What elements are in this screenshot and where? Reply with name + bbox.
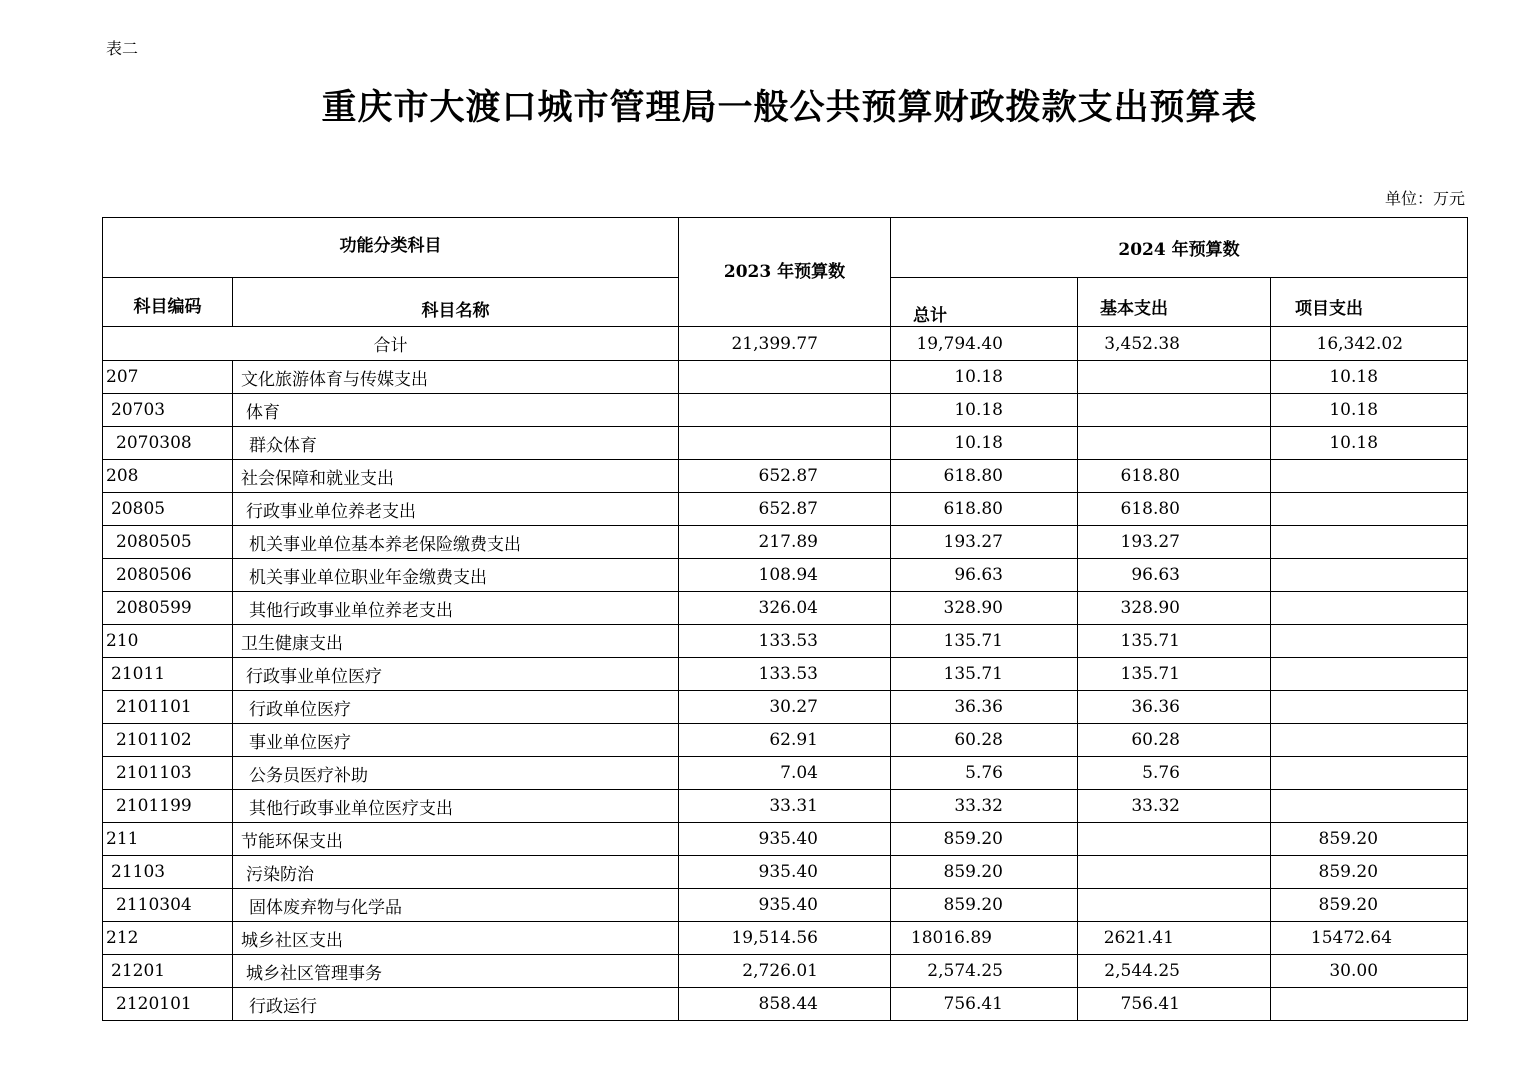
row-name: 行政运行 [233, 988, 679, 1021]
row-project: 10.18 [1271, 394, 1468, 427]
row-prev: 652.87 [679, 460, 891, 493]
row-total: 859.20 [891, 889, 1078, 922]
total-basic: 3,452.38 [1078, 327, 1271, 361]
row-project: 10.18 [1271, 427, 1468, 460]
row-project [1271, 988, 1468, 1021]
table-row [103, 460, 1468, 493]
row-total: 135.71 [891, 658, 1078, 691]
row-name: 机关事业单位基本养老保险缴费支出 [233, 526, 679, 559]
table-row [103, 691, 1468, 724]
table-row [103, 757, 1468, 790]
table-row [103, 823, 1468, 856]
row-code: 2101199 [103, 790, 233, 823]
row-project: 15472.64 [1271, 922, 1468, 955]
row-basic [1078, 823, 1271, 856]
row-project [1271, 493, 1468, 526]
table-row [103, 559, 1468, 592]
table-row [103, 889, 1468, 922]
row-name: 城乡社区管理事务 [233, 955, 679, 988]
row-code: 2070308 [103, 427, 233, 460]
row-project: 10.18 [1271, 361, 1468, 394]
row-total: 10.18 [891, 394, 1078, 427]
row-name: 体育 [233, 394, 679, 427]
row-prev: 935.40 [679, 856, 891, 889]
row-basic: 60.28 [1078, 724, 1271, 757]
row-total: 859.20 [891, 823, 1078, 856]
row-name: 群众体育 [233, 427, 679, 460]
row-name: 卫生健康支出 [233, 625, 679, 658]
header-code: 科目编码 [103, 278, 233, 327]
budget-table [102, 217, 1468, 1021]
row-prev: 652.87 [679, 493, 891, 526]
row-code: 21201 [103, 955, 233, 988]
row-code: 212 [103, 922, 233, 955]
row-name: 公务员医疗补助 [233, 757, 679, 790]
row-code: 2080506 [103, 559, 233, 592]
total-total: 19,794.40 [891, 327, 1078, 361]
row-prev: 7.04 [679, 757, 891, 790]
row-prev: 62.91 [679, 724, 891, 757]
row-prev: 30.27 [679, 691, 891, 724]
row-total: 193.27 [891, 526, 1078, 559]
row-prev [679, 394, 891, 427]
row-total: 328.90 [891, 592, 1078, 625]
table-row [103, 922, 1468, 955]
table-row [103, 592, 1468, 625]
row-basic: 96.63 [1078, 559, 1271, 592]
row-project: 859.20 [1271, 856, 1468, 889]
row-basic: 36.36 [1078, 691, 1271, 724]
header-project: 项目支出 [1271, 278, 1468, 327]
row-basic [1078, 427, 1271, 460]
row-name: 社会保障和就业支出 [233, 460, 679, 493]
row-name: 行政事业单位养老支出 [233, 493, 679, 526]
table-body [103, 327, 1468, 1021]
row-project: 30.00 [1271, 955, 1468, 988]
row-code: 2080505 [103, 526, 233, 559]
row-name: 固体废弃物与化学品 [233, 889, 679, 922]
header-func-class: 功能分类科目 [103, 218, 679, 278]
row-code: 2101101 [103, 691, 233, 724]
row-name: 行政单位医疗 [233, 691, 679, 724]
row-prev: 2,726.01 [679, 955, 891, 988]
table-row [103, 856, 1468, 889]
row-name: 机关事业单位职业年金缴费支出 [233, 559, 679, 592]
row-total: 10.18 [891, 361, 1078, 394]
table-row [103, 526, 1468, 559]
page-title: 重庆市大渡口城市管理局一般公共预算财政拨款支出预算表 [321, 87, 1258, 128]
row-code: 21011 [103, 658, 233, 691]
row-basic: 2621.41 [1078, 922, 1271, 955]
row-prev: 217.89 [679, 526, 891, 559]
row-project [1271, 790, 1468, 823]
row-name: 其他行政事业单位养老支出 [233, 592, 679, 625]
row-basic: 328.90 [1078, 592, 1271, 625]
row-name: 文化旅游体育与传媒支出 [233, 361, 679, 394]
row-name: 事业单位医疗 [233, 724, 679, 757]
row-total: 2,574.25 [891, 955, 1078, 988]
row-prev: 935.40 [679, 823, 891, 856]
table-number-label: 表二 [106, 39, 139, 58]
row-prev: 108.94 [679, 559, 891, 592]
table-row [103, 493, 1468, 526]
row-total: 96.63 [891, 559, 1078, 592]
row-total: 756.41 [891, 988, 1078, 1021]
row-total: 33.32 [891, 790, 1078, 823]
row-name: 城乡社区支出 [233, 922, 679, 955]
row-total: 18016.89 [891, 922, 1078, 955]
row-total: 5.76 [891, 757, 1078, 790]
row-prev [679, 361, 891, 394]
row-name: 节能环保支出 [233, 823, 679, 856]
row-total: 10.18 [891, 427, 1078, 460]
row-name: 行政事业单位医疗 [233, 658, 679, 691]
row-prev: 326.04 [679, 592, 891, 625]
row-basic: 618.80 [1078, 493, 1271, 526]
row-code: 2110304 [103, 889, 233, 922]
row-basic: 33.32 [1078, 790, 1271, 823]
row-prev: 133.53 [679, 658, 891, 691]
row-project [1271, 724, 1468, 757]
row-project: 859.20 [1271, 823, 1468, 856]
row-basic [1078, 361, 1271, 394]
row-code: 2080599 [103, 592, 233, 625]
header-total: 总计 [891, 278, 1078, 327]
unit-label: 单位：万元 [1384, 189, 1465, 208]
row-code: 208 [103, 460, 233, 493]
row-project [1271, 757, 1468, 790]
row-code: 20703 [103, 394, 233, 427]
row-basic: 618.80 [1078, 460, 1271, 493]
table-row [103, 988, 1468, 1021]
row-basic: 5.76 [1078, 757, 1271, 790]
table-row [103, 724, 1468, 757]
header-basic: 基本支出 [1078, 278, 1271, 327]
table-row [103, 361, 1468, 394]
total-label: 合计 [103, 327, 679, 361]
row-project [1271, 526, 1468, 559]
total-project: 16,342.02 [1271, 327, 1468, 361]
row-prev: 133.53 [679, 625, 891, 658]
row-project [1271, 559, 1468, 592]
row-basic: 756.41 [1078, 988, 1271, 1021]
header-prev-year: 2023 年预算数 [679, 218, 891, 327]
row-basic [1078, 889, 1271, 922]
header-name: 科目名称 [233, 278, 679, 327]
header-cur-year: 2024 年预算数 [891, 218, 1468, 278]
row-project [1271, 658, 1468, 691]
table-row [103, 955, 1468, 988]
row-code: 210 [103, 625, 233, 658]
row-basic: 135.71 [1078, 625, 1271, 658]
row-prev: 19,514.56 [679, 922, 891, 955]
row-total: 618.80 [891, 460, 1078, 493]
row-project [1271, 592, 1468, 625]
row-total: 135.71 [891, 625, 1078, 658]
row-code: 21103 [103, 856, 233, 889]
table-row [103, 658, 1468, 691]
row-basic [1078, 856, 1271, 889]
row-project [1271, 691, 1468, 724]
row-project: 859.20 [1271, 889, 1468, 922]
row-total: 60.28 [891, 724, 1078, 757]
row-name: 污染防治 [233, 856, 679, 889]
row-project [1271, 460, 1468, 493]
row-prev: 858.44 [679, 988, 891, 1021]
row-basic: 193.27 [1078, 526, 1271, 559]
row-total: 859.20 [891, 856, 1078, 889]
row-total: 618.80 [891, 493, 1078, 526]
row-code: 211 [103, 823, 233, 856]
row-basic [1078, 394, 1271, 427]
row-code: 207 [103, 361, 233, 394]
row-name: 其他行政事业单位医疗支出 [233, 790, 679, 823]
row-prev: 935.40 [679, 889, 891, 922]
row-code: 20805 [103, 493, 233, 526]
table-row [103, 394, 1468, 427]
table-row [103, 790, 1468, 823]
total-prev: 21,399.77 [679, 327, 891, 361]
table-row [103, 625, 1468, 658]
row-basic: 2,544.25 [1078, 955, 1271, 988]
row-basic: 135.71 [1078, 658, 1271, 691]
table-row [103, 427, 1468, 460]
table-header [103, 218, 1468, 327]
row-project [1271, 625, 1468, 658]
row-code: 2101103 [103, 757, 233, 790]
row-prev: 33.31 [679, 790, 891, 823]
row-prev [679, 427, 891, 460]
row-code: 2101102 [103, 724, 233, 757]
total-row [103, 327, 1468, 361]
row-total: 36.36 [891, 691, 1078, 724]
row-code: 2120101 [103, 988, 233, 1021]
